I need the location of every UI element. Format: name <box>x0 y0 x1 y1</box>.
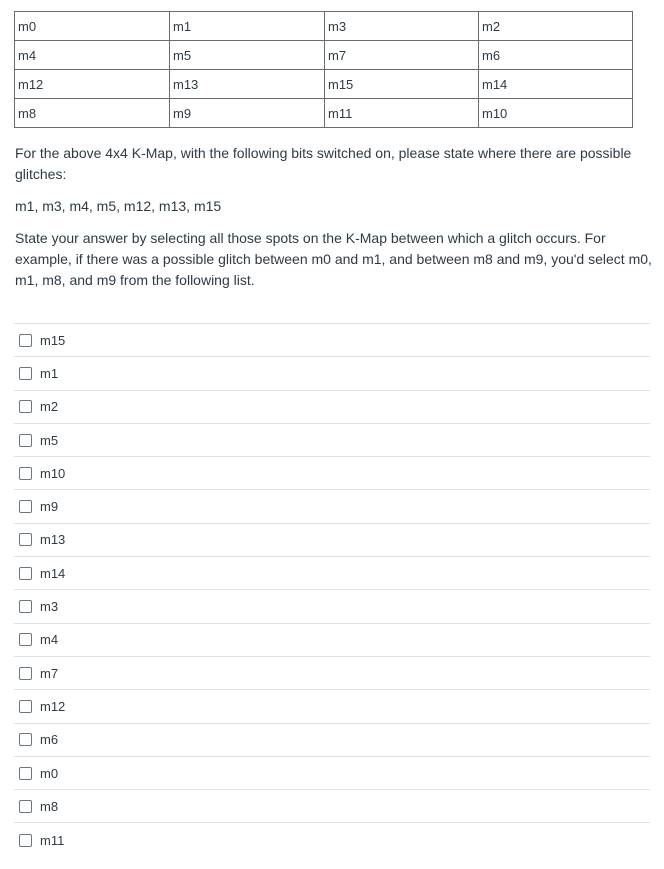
checkbox[interactable] <box>19 800 32 813</box>
kmap-cell: m4 <box>15 41 170 70</box>
question-bits-on: m1, m3, m4, m5, m12, m13, m15 <box>15 198 222 214</box>
kmap-row <box>15 12 633 41</box>
answer-option[interactable] <box>14 590 650 623</box>
kmap-cell: m5 <box>170 41 325 70</box>
answer-option[interactable] <box>14 690 650 723</box>
checkbox[interactable] <box>19 567 32 580</box>
checkbox[interactable] <box>19 533 32 546</box>
answer-option[interactable] <box>14 524 650 557</box>
question-text <box>15 143 655 291</box>
checkbox[interactable] <box>19 633 32 646</box>
checkbox[interactable] <box>19 467 32 480</box>
answer-label: m11 <box>40 832 65 848</box>
checkbox[interactable] <box>19 767 32 780</box>
checkbox[interactable] <box>19 400 32 413</box>
checkbox[interactable] <box>19 500 32 513</box>
answer-option[interactable] <box>14 324 650 357</box>
kmap-cell: m6 <box>479 41 633 70</box>
answer-label: m2 <box>40 399 59 415</box>
kmap-cell: m15 <box>325 70 479 99</box>
answer-option[interactable] <box>14 357 650 390</box>
answer-label: m12 <box>40 698 66 714</box>
checkbox[interactable] <box>19 334 32 347</box>
kmap-row <box>15 70 633 99</box>
answer-label: m7 <box>40 665 59 681</box>
checkbox[interactable] <box>19 700 32 713</box>
answer-option[interactable] <box>14 757 650 790</box>
answer-option[interactable] <box>14 657 650 690</box>
answer-label: m13 <box>40 532 66 548</box>
answer-label: m4 <box>40 632 59 648</box>
answer-option[interactable] <box>14 424 650 457</box>
kmap-cell: m13 <box>170 70 325 99</box>
kmap-cell: m10 <box>479 99 633 128</box>
answer-label: m0 <box>40 765 59 781</box>
question-instructions: State your answer by selecting all those spots on the K-Map between which a glitch occurs. For example, if there was a possible glitch between m0 and m1, and between m8 and m9, you'd select m0, m1, m8, and m9 from the following list. <box>15 230 652 288</box>
answer-option[interactable] <box>14 724 650 757</box>
kmap-row <box>15 99 633 128</box>
kmap-cell: m14 <box>479 70 633 99</box>
answer-option[interactable] <box>14 457 650 490</box>
kmap-table <box>14 11 633 128</box>
answer-option[interactable] <box>14 790 650 823</box>
answer-option[interactable] <box>14 624 650 657</box>
kmap-cell: m9 <box>170 99 325 128</box>
kmap-cell: m12 <box>15 70 170 99</box>
answer-label: m5 <box>40 432 59 448</box>
checkbox[interactable] <box>19 434 32 447</box>
kmap-row <box>15 41 633 70</box>
answer-label: m8 <box>40 798 59 814</box>
answer-label: m9 <box>40 499 59 515</box>
answer-label: m1 <box>40 365 59 381</box>
checkbox[interactable] <box>19 667 32 680</box>
kmap-cell: m7 <box>325 41 479 70</box>
checkbox[interactable] <box>19 367 32 380</box>
checkbox[interactable] <box>19 834 32 847</box>
kmap-cell: m8 <box>15 99 170 128</box>
checkbox[interactable] <box>19 733 32 746</box>
kmap-cell: m0 <box>15 12 170 41</box>
question-prompt: For the above 4x4 K-Map, with the following bits switched on, please state where there are possible glitches: <box>15 145 632 182</box>
kmap-cell: m3 <box>325 12 479 41</box>
answer-option[interactable] <box>14 823 650 856</box>
kmap-cell: m1 <box>170 12 325 41</box>
answer-label: m14 <box>40 565 66 581</box>
answer-list <box>14 323 650 857</box>
answer-label: m10 <box>40 465 66 481</box>
checkbox[interactable] <box>19 600 32 613</box>
kmap-cell: m2 <box>479 12 633 41</box>
answer-label: m3 <box>40 599 59 615</box>
answer-option[interactable] <box>14 490 650 523</box>
answer-label: m6 <box>40 732 59 748</box>
answer-label: m15 <box>40 332 66 348</box>
answer-option[interactable] <box>14 557 650 590</box>
kmap-cell: m11 <box>325 99 479 128</box>
answer-option[interactable] <box>14 391 650 424</box>
